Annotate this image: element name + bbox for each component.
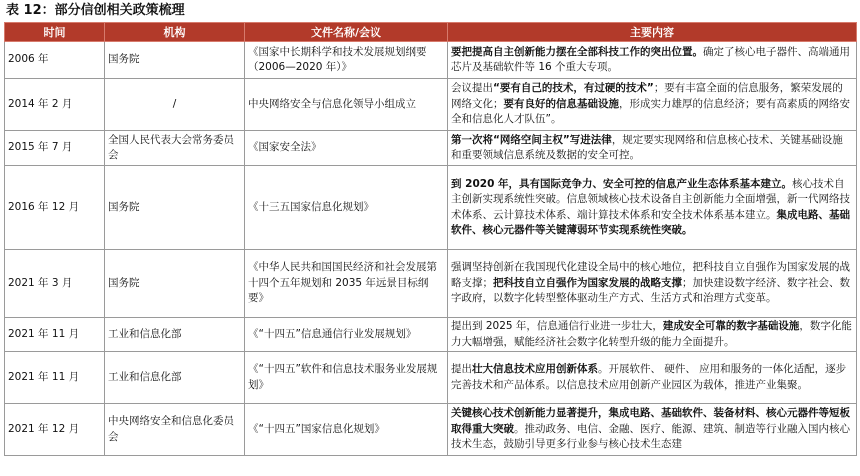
cell-doc: 《中华人民共和国国民经济和社会发展第十四个五年规划和 2035 年远景目标纲要》: [245, 250, 448, 318]
cell-time: 2021 年 3 月: [5, 250, 105, 318]
cell-time: 2015 年 7 月: [5, 131, 105, 166]
content-text: 。开展软件、 硬件、 应用和服务的一体化适配，逐步完善技术和产品体系。以信息技术应用创新产业园区为载体，推进产业集聚。: [451, 363, 847, 391]
cell-time: 2006 年: [5, 42, 105, 79]
cell-content: [448, 352, 857, 404]
table-row: [5, 250, 857, 318]
table-row: [5, 131, 857, 166]
cell-time: 2016 年 12 月: [5, 166, 105, 250]
cell-time: 2021 年 12 月: [5, 404, 105, 456]
content-text: 会议提出: [451, 82, 493, 95]
cell-content: [448, 166, 857, 250]
cell-org: 国务院: [105, 250, 245, 318]
content-text: ，规定要实现网络和信息核心技术、关键基础设施和重要领域信息系统及数据的安全可控。: [451, 133, 843, 161]
content-text: 提出: [451, 363, 472, 375]
cell-org: 国务院: [105, 42, 245, 79]
content-text: 核心技术自主创新实现系统性突破。信息领域核心技术设备自主创新能力全面增强，新一代网络技术体系、云计算技术体系、端计算技术体系和安全技术体系基本建立。: [451, 177, 850, 221]
header-time: 时间: [5, 23, 105, 42]
content-bold-text: 壮大信息技术应用创新体系: [472, 363, 598, 375]
content-text: 提出到 2025 年，信息通信行业进一步壮大，: [451, 320, 663, 332]
content-bold-text: 集成电路、基础软件、核心元器件等关键薄弱环节实现系统性突破。: [451, 208, 850, 236]
cell-org: 工业和信息化部: [105, 318, 245, 352]
content-bold-text: 要把提高自主创新能力摆在全部科技工作的突出位置。: [451, 45, 703, 58]
content-text: 确定了核心电子器件、高端通用芯片及基础软件等 16 个重大专项。: [451, 45, 850, 73]
cell-time: 2021 年 11 月: [5, 352, 105, 404]
cell-org: 国务院: [105, 166, 245, 250]
cell-time: 2021 年 11 月: [5, 318, 105, 352]
content-text: 强调坚持创新在我国现代化建设全局中的核心地位，把科技自立自强作为国家发展的战略支撑；: [451, 261, 850, 289]
content-bold-text: 第一次将“网络空间主权”写进法律: [451, 133, 612, 146]
cell-org: 全国人民代表大会常务委员会: [105, 131, 245, 166]
cell-content: [448, 79, 857, 131]
cell-doc: 《“十四五”软件和信息技术服务业发展规划》: [245, 352, 448, 404]
cell-doc: 《国家中长期科学和技术发展规划纲要（2006—2020 年）》: [245, 42, 448, 79]
table-row: [5, 352, 857, 404]
content-text: ；加快建设数字经济、数字社会、数字政府，以数字化转型整体驱动生产方式、生活方式和治理方式变革。: [451, 276, 850, 305]
table-row: [5, 79, 857, 131]
cell-doc: 《“十四五”信息通信行业发展规划》: [245, 318, 448, 352]
cell-content: [448, 404, 857, 456]
header-org: 机构: [105, 23, 245, 42]
cell-doc: 《国家安全法》: [245, 131, 448, 166]
content-bold-text: 把科技自立自强作为国家发展的战略支撑: [493, 276, 682, 289]
cell-content: [448, 42, 857, 79]
cell-time: 2014 年 2 月: [5, 79, 105, 131]
cell-content: [448, 250, 857, 318]
table-row: [5, 404, 857, 456]
cell-org: /: [105, 79, 245, 131]
content-bold-text: 集成电路、基础软件、装备材料、核心元器件等短板取得重大突破: [451, 407, 850, 435]
header-content: 主要内容: [448, 23, 857, 42]
content-text: ，数字化能力大幅增强，赋能经济社会数字化转型升级的能力全面提升。: [451, 320, 852, 348]
content-bold-text: “要有自己的技术，有过硬的技术”: [493, 82, 654, 95]
content-bold-text: 要有良好的信息基础设施: [503, 97, 619, 110]
table-row: [5, 166, 857, 250]
table-row: [5, 318, 857, 352]
header-doc: 文件名称/会议: [245, 23, 448, 42]
content-bold-text: 建成安全可靠的数字基础设施: [662, 320, 800, 332]
content-bold-text: 关键核心技术创新能力显著提升，: [451, 407, 609, 420]
content-bold-text: 到 2020 年，具有国际竞争力、安全可控的信息产业生态体系基本建立。: [451, 177, 793, 190]
cell-content: [448, 318, 857, 352]
cell-doc: 《“十四五”国家信息化规划》: [245, 404, 448, 456]
cell-org: 中央网络安全和信息化委员会: [105, 404, 245, 456]
table-row: [5, 42, 857, 79]
cell-doc: 中央网络安全与信息化领导小组成立: [245, 79, 448, 131]
content-text: 。推动政务、电信、金融、医疗、能源、建筑、制造等行业融入国内核心技术生态，鼓励引导更多行业参与核心技术生态建: [451, 422, 850, 451]
cell-org: 工业和信息化部: [105, 352, 245, 404]
content-text: ，形成实力雄厚的信息经济；要有高素质的网络安全和信息化人才队伍”。: [451, 97, 850, 126]
table-title: 表 12：部分信创相关政策梳理: [6, 3, 185, 18]
policy-table: [4, 22, 857, 456]
content-text: ；要有丰富全面的信息服务，繁荣发展的网络文化；: [451, 82, 843, 110]
cell-doc: 《十三五国家信息化规划》: [245, 166, 448, 250]
cell-content: [448, 131, 857, 166]
table-header-row: [5, 23, 857, 42]
